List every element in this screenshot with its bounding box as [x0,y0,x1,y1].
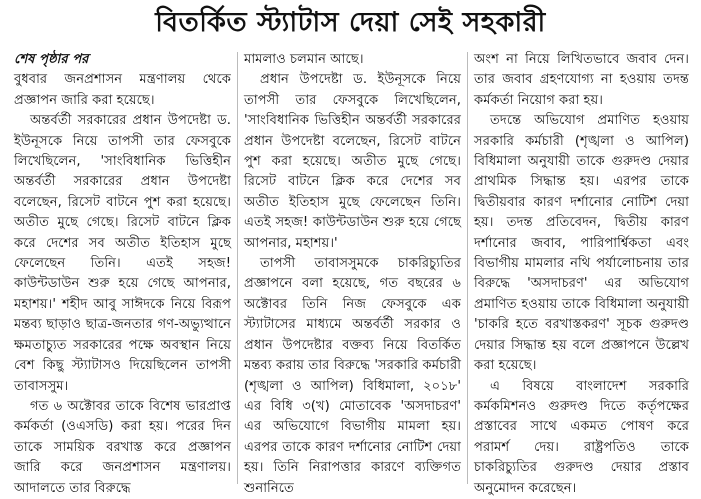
column-divider [237,52,238,484]
paragraph: তদন্তে অভিযোগ প্রমাণিত হওয়ায় সরকারি কর্মচারী (শৃঙ্খলা ও আপিল) বিধিমালা অনুযায়ী তাকে গুরুদণ্ড দেয়ার প্রাথমিক সিদ্ধান্ত হয়। এরপর তাকে দ্বিতীয়বার কারণ দর্শানোর নোটিশ দেয়া হয়। তদন্ত প্রতিবেদন, দ্বিতীয় কারণ দর্শানোর জবাব, পারিপার্শ্বিকতা এবং বিভাগীয় মামলার নথি পর্যালোচনায় তার বিরুদ্ধে 'অসদাচরণ' এর অভিযোগ প্রমাণিত হওয়ায় তাকে বিধিমালা অনুযায়ী 'চাকরি হতে বরখাস্তকরণ' সূচক গুরুদণ্ড দেয়ার সিদ্ধান্ত হয় বলে প্রজ্ঞাপনে উল্লেখ করা হয়েছে। [474,113,689,374]
paragraph: অন্তর্বর্তী সরকারের প্রধান উপদেষ্টা ড. ইউনূসকে নিয়ে তাপসী তার ফেসবুকে লিখেছিলেন, 'সাংবিধানিক ভিত্তিহীন অন্তর্বর্তী সরকারের প্রধান উপদেষ্টা বলেছেন, রিসেট বাটনে পুশ করা হয়েছে। অতীত মুছে গেছে। রিসেট বাটনে ক্লিক করে দেশের সব অতীত ইতিহাস মুছে ফেলেছেন তিনি। এতই সহজ! কাউন্টডাউন শুরু হয়ে গেছে আপনার, মহাশয়।' শহীদ আবু সাঈদকে নিয়ে বিরূপ মন্তব্য ছাড়াও ছাত্র-জনতার গণ-অভ্যুত্থানে ক্ষমতাচ্যুত সরকারের পক্ষে অবস্থান নিয়ে বেশ কিছু স্ট্যাটাসও দিয়েছিলেন তাপসী তাবাসসুম। [14,113,231,394]
paragraph: প্রধান উপদেষ্টা ড. ইউনূসকে নিয়ে তাপসী তার ফেসবুকে লিখেছিলেন, 'সাংবিধানিক ভিত্তিহীন অন্তর্বর্তী সরকারের প্রধান উপদেষ্টা বলেছেন, রিসেট বাটনে পুশ করা হয়েছে। অতীত মুছে গেছে। রিসেট বাটনে ক্লিক করে দেশের সব অতীত ইতিহাস মুছে ফেলেছেন তিনি। এতই সহজ! কাউন্টডাউন শুরু হয়ে গেছে আপনার, মহাশয়।' [244,72,461,251]
headline: বিতর্কিত স্ট্যাটাস দেয়া সেই সহকারী [155,7,546,38]
paragraph: তাপসী তাবাসসুমকে চাকরিচ্যুতির প্রজ্ঞাপনে বলা হয়েছে, গত বছরের ৬ অক্টোবর তিনি নিজ ফেসবুকে এক স্ট্যাটাসের মাধ্যমে অন্তর্বর্তী সরকার ও প্রধান উপদেষ্টার বক্তব্য নিয়ে বিতর্কিত মন্তব্য করায় তার বিরুদ্ধে 'সরকারি কর্মচারী (শৃঙ্খলা ও আপিল) বিধিমালা, ২০১৮' এর বিধি ৩(খ) মোতাবেক 'অসদাচরণ' এর অভিযোগে বিভাগীয় মামলা হয়। এরপর তাকে কারণ দর্শানোর নোটিশ দেয়া হয়। তিনি নিরাপত্তার কারণে ব্যক্তিগত শুনানিতে [244,256,461,496]
column-divider [467,52,468,484]
paragraph: মামলাও চলমান আছে। [244,52,364,67]
continued-from-kicker: শেষ পৃষ্ঠার পর [14,52,89,67]
paragraph: অংশ না নিয়ে লিখিতভাবে জবাব দেন। তার জবাব গ্রহণযোগ্য না হওয়ায় তদন্ত কর্মকর্তা নিয়োগ করা হয়। [474,52,689,108]
article-column-2 [244,50,461,496]
article-column-3 [474,50,689,496]
paragraph: বুধবার জনপ্রশাসন মন্ত্রণালয় থেকে প্রজ্ঞাপন জারি করা হয়েছে। [14,72,231,108]
article-column-1 [14,50,231,496]
paragraph: এ বিষয়ে বাংলাদেশ সরকারি কর্মকমিশনও গুরুদণ্ড দিতে কর্তৃপক্ষের প্রস্তাবের সাথে একমত পোষণ করে পরামর্শ দেয়। রাষ্ট্রপতিও তাকে চাকরিচ্যুতির গুরুদণ্ড দেয়ার প্রস্তাব অনুমোদন করেছেন। [474,378,689,496]
paragraph: গত ৬ অক্টোবর তাকে বিশেষ ভারপ্রাপ্ত কর্মকর্তা (ওএসডি) করা হয়। পরের দিন তাকে সাময়িক বরখাস্ত করে প্রজ্ঞাপন জারি করে জনপ্রশাসন মন্ত্রণালয়। আদালতে তার বিরুদ্ধে [14,398,231,496]
